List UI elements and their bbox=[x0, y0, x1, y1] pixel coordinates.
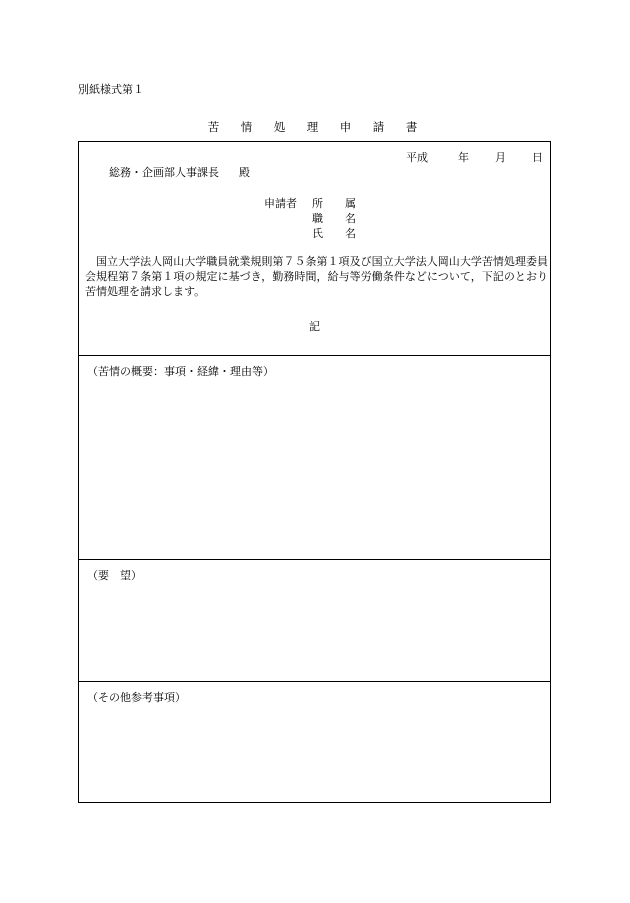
other-reference-heading: （その他参考事項） bbox=[87, 691, 186, 704]
date-era: 平成 bbox=[406, 151, 428, 164]
complaint-overview-section[interactable] bbox=[79, 356, 550, 560]
name-field: 氏 名 bbox=[312, 227, 356, 240]
request-section[interactable] bbox=[79, 560, 550, 682]
addressee bbox=[109, 164, 250, 180]
form-number-label: 別紙様式第１ bbox=[78, 83, 144, 96]
date-day: 日 bbox=[532, 151, 543, 164]
request-heading: （要 望） bbox=[87, 569, 142, 582]
complaint-overview-heading: （苦情の概要：事項・経緯・理由等） bbox=[87, 365, 274, 378]
date-year: 年 bbox=[458, 151, 469, 164]
date-line bbox=[406, 149, 543, 165]
request-statement: 国立大学法人岡山大学職員就業規則第７５条第１項及び国立大学法人岡山大学苦情処理委員会規程第７条第１項の規定に基づき，勤務時間，給与等労働条件などについて，下記のとおり苦情処理を請求します。 bbox=[85, 255, 548, 298]
applicant-label: 申請者 bbox=[264, 197, 297, 210]
other-reference-section[interactable] bbox=[79, 682, 550, 802]
date-month: 月 bbox=[495, 151, 506, 164]
affiliation-field: 所 属 bbox=[312, 197, 356, 210]
header-section bbox=[79, 142, 550, 356]
addressee-honorific: 殿 bbox=[239, 166, 250, 179]
ki-marker: 記 bbox=[309, 320, 320, 333]
addressee-name: 総務・企画部人事課長 bbox=[109, 166, 219, 179]
document-title: 苦 情 処 理 申 請 書 bbox=[207, 120, 423, 134]
form-frame bbox=[78, 141, 551, 803]
job-title-field: 職 名 bbox=[312, 212, 356, 225]
